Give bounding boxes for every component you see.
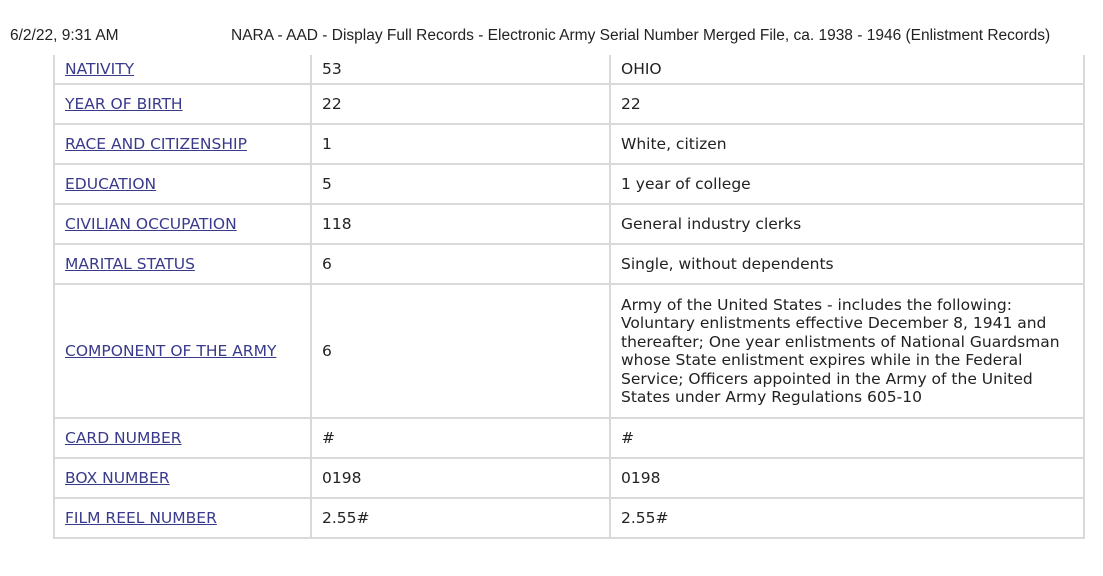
meaning-cell: 0198 bbox=[610, 458, 1084, 498]
print-header bbox=[0, 27, 1103, 47]
table-row bbox=[54, 55, 1084, 84]
table-row bbox=[54, 498, 1084, 538]
code-cell: 0198 bbox=[311, 458, 610, 498]
code-cell: 53 bbox=[311, 55, 610, 84]
field-link-component-of-the-army[interactable]: COMPONENT OF THE ARMY bbox=[65, 341, 277, 360]
field-name-cell bbox=[54, 204, 311, 244]
code-cell: 5 bbox=[311, 164, 610, 204]
meaning-cell: OHIO bbox=[610, 55, 1084, 84]
field-link-film-reel-number[interactable]: FILM REEL NUMBER bbox=[65, 508, 217, 527]
field-link-civilian-occupation[interactable]: CIVILIAN OCCUPATION bbox=[65, 214, 237, 233]
code-cell: 118 bbox=[311, 204, 610, 244]
meaning-cell: White, citizen bbox=[610, 124, 1084, 164]
table-row bbox=[54, 244, 1084, 284]
field-link-education[interactable]: EDUCATION bbox=[65, 174, 157, 193]
code-cell: 1 bbox=[311, 124, 610, 164]
field-name-cell bbox=[54, 244, 311, 284]
table-row bbox=[54, 84, 1084, 124]
table-row bbox=[54, 418, 1084, 458]
field-link-year-of-birth[interactable]: YEAR OF BIRTH bbox=[65, 94, 183, 113]
code-cell: # bbox=[311, 418, 610, 458]
print-date: 6/2/22, 9:31 AM bbox=[10, 27, 119, 44]
meaning-cell: Army of the United States - includes the following: Voluntary enlistments effective December 8, 1941 and thereafter; One year enlistments of National Guardsman whose State enlistment expires while in the Federal Service; Officers appointed in the Army of the United States under Army Regulations 605-10 bbox=[610, 284, 1084, 418]
meaning-cell: Single, without dependents bbox=[610, 244, 1084, 284]
code-cell: 22 bbox=[311, 84, 610, 124]
meaning-cell: 1 year of college bbox=[610, 164, 1084, 204]
code-cell: 6 bbox=[311, 284, 610, 418]
field-link-nativity[interactable]: NATIVITY bbox=[65, 59, 135, 78]
field-name-cell bbox=[54, 458, 311, 498]
table-row bbox=[54, 458, 1084, 498]
field-link-card-number[interactable]: CARD NUMBER bbox=[65, 428, 182, 447]
records-table bbox=[53, 55, 1085, 539]
table-row bbox=[54, 284, 1084, 418]
code-cell: 6 bbox=[311, 244, 610, 284]
code-cell: 2.55# bbox=[311, 498, 610, 538]
field-name-cell bbox=[54, 124, 311, 164]
print-title: NARA - AAD - Display Full Records - Electronic Army Serial Number Merged File, ca. 1938 - 1946 (Enlistment Records) bbox=[231, 27, 1051, 44]
meaning-cell: # bbox=[610, 418, 1084, 458]
table-row bbox=[54, 164, 1084, 204]
table-row bbox=[54, 204, 1084, 244]
table-row bbox=[54, 124, 1084, 164]
field-name-cell bbox=[54, 84, 311, 124]
meaning-cell: 22 bbox=[610, 84, 1084, 124]
field-link-box-number[interactable]: BOX NUMBER bbox=[65, 468, 170, 487]
field-name-cell bbox=[54, 498, 311, 538]
field-name-cell bbox=[54, 418, 311, 458]
meaning-cell: General industry clerks bbox=[610, 204, 1084, 244]
field-name-cell bbox=[54, 284, 311, 418]
field-link-marital-status[interactable]: MARITAL STATUS bbox=[65, 254, 195, 273]
field-name-cell bbox=[54, 164, 311, 204]
meaning-cell: 2.55# bbox=[610, 498, 1084, 538]
field-link-race-and-citizenship[interactable]: RACE AND CITIZENSHIP bbox=[65, 134, 247, 153]
field-name-cell bbox=[54, 55, 311, 84]
